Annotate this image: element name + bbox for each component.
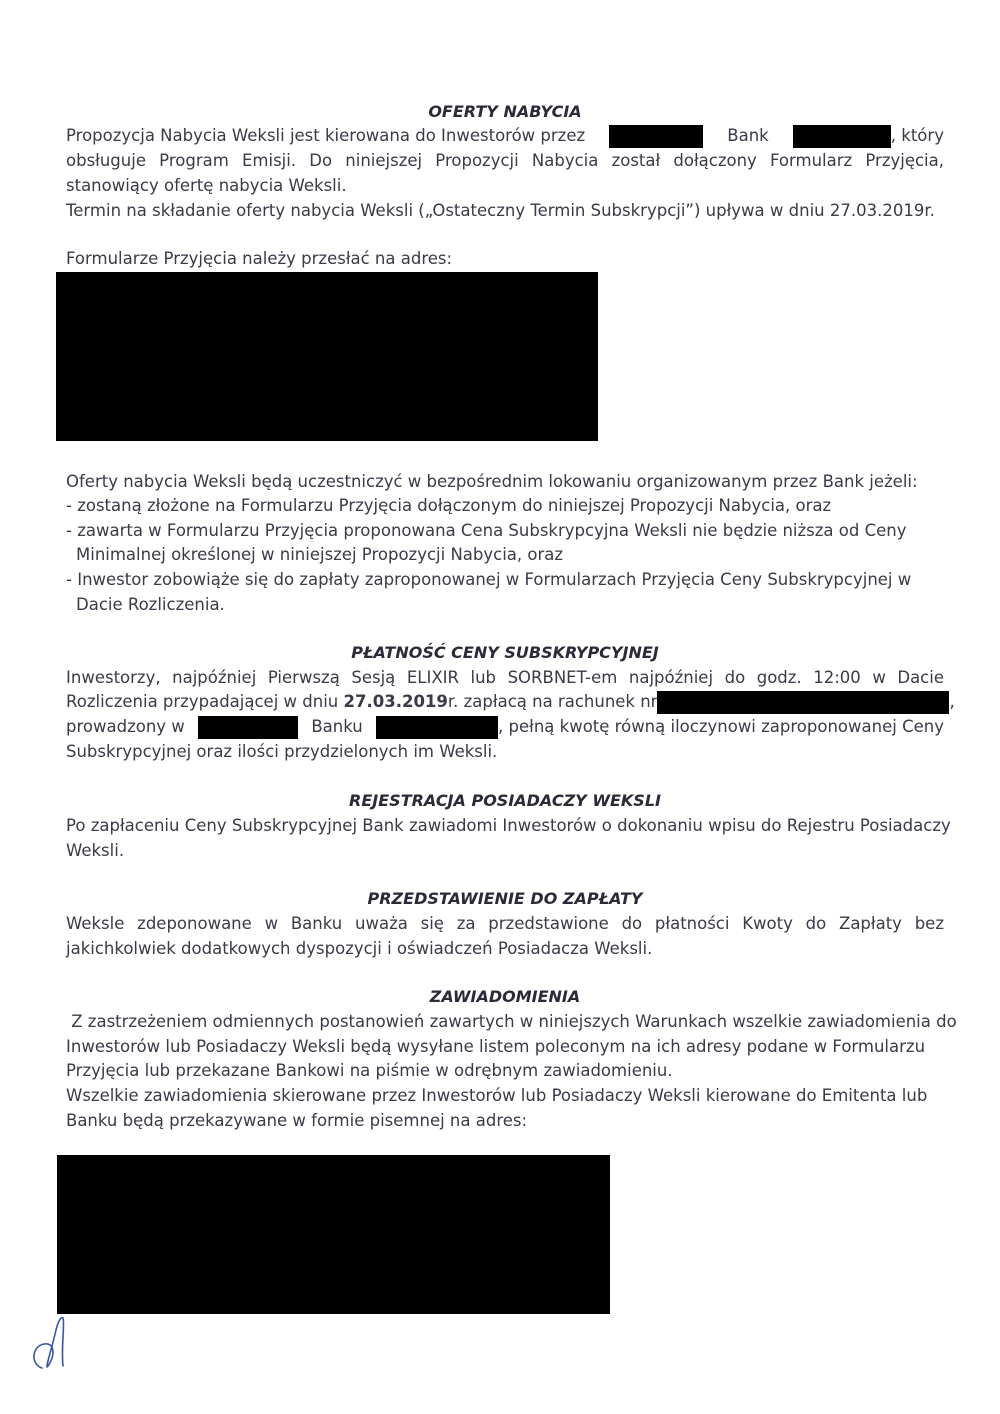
condition-item-continuation: Minimalnej określonej w niniejszej Propozycji Nabycia, oraz [76,545,564,564]
redacted-address-block [57,1155,610,1314]
offers-text-1a: Propozycja Nabycia Weksli jest kierowana do Inwestorów przez [66,126,586,145]
redaction-bar [793,125,891,148]
redaction-bar [609,125,703,148]
offers-paragraph-line-2: obsługuje Program Emisji. Do niniejszej Propozycji Nabycia został dołączony Formularz Przyjęcia, [66,151,944,170]
handwritten-initial-signature [26,1308,76,1378]
offers-text-1b: Bank [727,126,769,145]
condition-item: - zostaną złożone na Formularzu Przyjęcia dołączonym do niniejszej Propozycji Nabycia, oraz [66,496,832,515]
heading-presentation: PRZEDSTAWIENIE DO ZAPŁATY [367,889,643,908]
payment-text: prowadzony w [66,717,185,736]
offers-paragraph-line-3: stanowiący ofertę nabycia Weksli. [66,176,347,195]
conditions-intro: Oferty nabycia Weksli będą uczestniczyć w bezpośrednim lokowaniu organizowanym przez Bank jeżeli: [66,472,918,491]
subscription-deadline-text: Termin na składanie oferty nabycia Weksli („Ostateczny Termin Subskrypcji”) upływa w dniu 27.03.2019r. [66,201,935,220]
payment-text: , pełną kwotę równą iloczynowi zaproponowanej Ceny [498,717,944,736]
payment-text: , [949,692,955,711]
payment-text: Rozliczenia przypadającej w dniu [66,692,339,711]
notices-line-2: Inwestorów lub Posiadaczy Weksli będą wysyłane listem poleconym na ich adresy podane w Formularzu [66,1037,926,1056]
address-intro: Formularze Przyjęcia należy przesłać na adres: [66,249,453,268]
condition-item: - Inwestor zobowiąże się do zapłaty zaproponowanej w Formularzach Przyjęcia Ceny Subskrypcyjnej w [66,570,912,589]
payment-line-1: Inwestorzy, najpóźniej Pierwszą Sesją ELIXIR lub SORBNET-em najpóźniej do godz. 12:00 w Dacie [66,668,944,687]
notices-line-3: Przyjęcia lub przekazane Bankowi na piśmie w odrębnym zawiadomieniu. [66,1061,673,1080]
redaction-bar [657,691,949,714]
offers-paragraph-line-1 [66,124,944,148]
notices-line-5: Banku będą przekazywane w formie pisemnej na adres: [66,1111,528,1130]
payment-line-2 [66,690,955,714]
payment-text: r. zapłacą na rachunek nr [447,692,658,711]
notices-line-4: Wszelkie zawiadomienia skierowane przez Inwestorów lub Posiadaczy Weksli kierowane do Emitenta lub [66,1086,928,1105]
heading-offers: OFERTY NABYCIA [428,102,582,121]
registry-line-2: Weksli. [66,841,125,860]
redaction-bar [376,716,498,739]
registry-line-1: Po zapłaceniu Ceny Subskrypcyjnej Bank zawiadomi Inwestorów o dokonaniu wpisu do Rejestru Posiadaczy [66,816,951,835]
payment-text: Banku [311,717,363,736]
redacted-address-block [56,272,598,441]
presentation-line-2: jakichkolwiek dodatkowych dyspozycji i oświadczeń Posiadacza Weksli. [66,939,653,958]
heading-payment: PŁATNOŚĆ CENY SUBSKRYPCYJNEJ [351,643,659,662]
presentation-line-1: Weksle zdeponowane w Banku uważa się za przedstawione do płatności Kwoty do Zapłaty bez [66,914,944,933]
payment-line-4: Subskrypcyjnej oraz ilości przydzielonych im Weksli. [66,742,498,761]
condition-item: - zawarta w Formularzu Przyjęcia proponowana Cena Subskrypcyjna Weksli nie będzie niższa od Ceny [66,521,907,540]
redaction-bar [198,716,298,739]
payment-date: 27.03.2019 [343,692,448,711]
heading-notices: ZAWIADOMIENIA [429,987,581,1006]
payment-line-3 [66,715,944,739]
notices-line-1: Z zastrzeżeniem odmiennych postanowień zawartych w niniejszych Warunkach wszelkie zawiadomienia do [66,1012,957,1031]
condition-item-continuation: Dacie Rozliczenia. [76,595,225,614]
offers-text-1c: , który [890,126,944,145]
heading-registry: REJESTRACJA POSIADACZY WEKSLI [349,791,661,810]
